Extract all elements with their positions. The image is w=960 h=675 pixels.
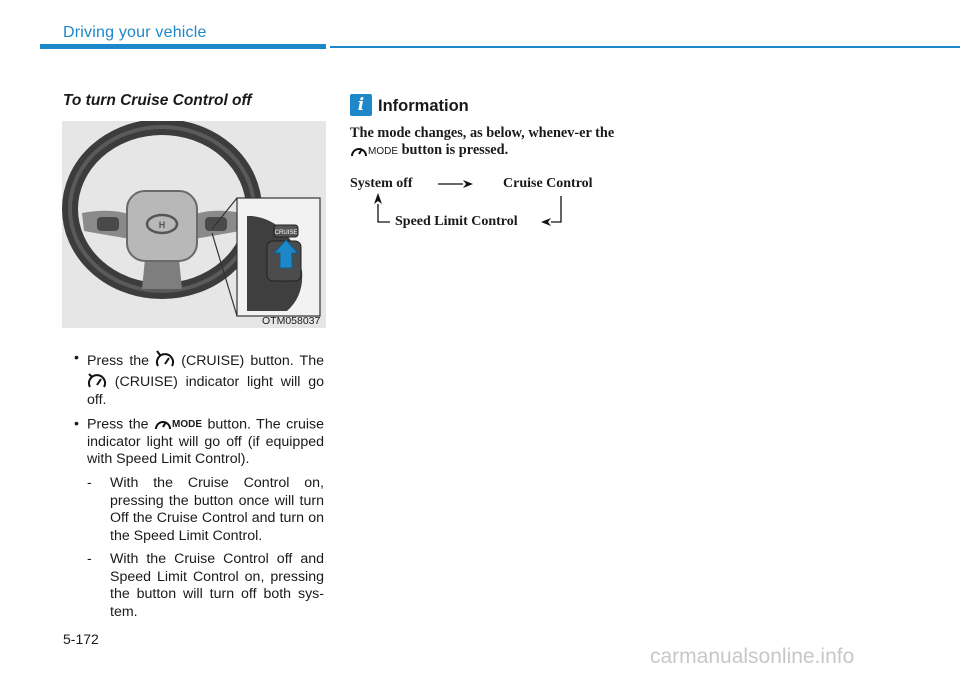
sub-dash: -: [87, 474, 92, 491]
section-title: Driving your vehicle: [63, 24, 207, 41]
watermark: carmanualsonline.info: [650, 645, 855, 668]
bullet1-part3: (CRUISE) indicator light will go off.: [87, 373, 324, 408]
info-text: [350, 125, 630, 160]
cruise-indicator-icon: [87, 372, 107, 392]
header-rule: [330, 46, 960, 48]
state-speed-limit-control: Speed Limit Control: [395, 214, 518, 229]
bullet2-part2: button. The cruise indicator light will go off (if equipped with Speed Limit Control).: [87, 416, 324, 468]
arrow-up-icon: [374, 193, 382, 204]
sub-item-text: With the Cruise Control off and Speed Limit Control on, pressing the button will turn off both sys-tem.: [110, 551, 324, 621]
info-text-before: The mode changes, as below, whenev-er the: [350, 125, 615, 141]
bullet1-part2: (CRUISE) button. The: [181, 352, 324, 369]
mode-label: MODE: [368, 146, 398, 157]
sub-item-text: With the Cruise Control on, pressing the button once will turn Off the Cruise Control and turn on the Speed Limit Control.: [110, 474, 324, 544]
steering-wheel-figure: [62, 121, 326, 328]
state-cruise-control: Cruise Control: [503, 176, 593, 191]
cruise-mode-icon: [154, 416, 202, 434]
flow-arrows: [345, 170, 625, 235]
state-system-off: System off: [350, 176, 413, 191]
arrow-right-icon: [463, 180, 473, 188]
list-item: [74, 350, 324, 410]
info-title: Information: [378, 97, 469, 115]
section-heading: To turn Cruise Control off: [63, 92, 252, 109]
bullet-dot: •: [74, 350, 79, 366]
cruise-icon: [155, 350, 175, 372]
info-icon: i: [350, 94, 372, 116]
bullet1-part1: Press the: [87, 352, 150, 369]
svg-text:H: H: [158, 220, 166, 230]
list-item: [74, 416, 324, 622]
arrow-left-icon: [541, 218, 551, 226]
cruise-button-label: CRUISE: [274, 230, 298, 236]
mode-label: MODE: [172, 418, 203, 430]
header-bar: [40, 44, 326, 49]
mode-flow-diagram: [345, 170, 625, 235]
sub-dash: -: [87, 551, 92, 568]
cruise-mode-icon: [350, 142, 402, 158]
figure-code: OTM058037: [262, 315, 321, 327]
bullet-dot: •: [74, 415, 79, 432]
bullet2-part1: Press the: [87, 416, 149, 433]
info-text-after: button is pressed.: [401, 142, 509, 158]
page-number: 5-172: [63, 631, 99, 647]
steering-wheel-illustration: [62, 121, 326, 328]
instruction-list: [74, 350, 324, 628]
sub-list-item: [87, 551, 324, 621]
sub-list-item: [87, 475, 324, 545]
